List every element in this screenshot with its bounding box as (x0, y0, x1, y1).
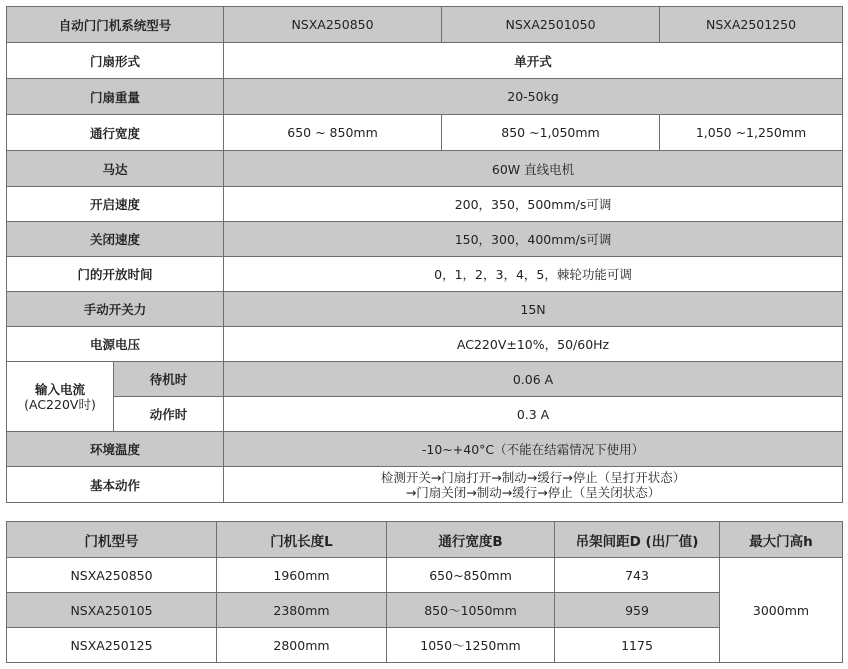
model-header: 门机型号 (7, 522, 217, 558)
model-row (7, 628, 843, 663)
spec-row-env-temp (7, 432, 843, 467)
model-header: 通行宽度B (387, 522, 555, 558)
model-header: 门机长度L (217, 522, 387, 558)
model-cell: 743 (555, 558, 720, 593)
model-header: 吊架间距D (出厂值) (555, 522, 720, 558)
spec-label: 马达 (7, 151, 224, 187)
spec-row-current-operating (7, 397, 843, 432)
spec-row-voltage (7, 327, 843, 362)
input-current-condition: (AC220V时) (24, 396, 96, 412)
spec-label: 门的开放时间 (7, 257, 224, 292)
spec-row-door-type (7, 43, 843, 79)
spec-value: NSXA250850 (224, 7, 442, 43)
spec-sublabel: 待机时 (114, 362, 224, 397)
model-cell: NSXA250125 (7, 628, 217, 663)
spec-value: 150，300，400mm/s可调 (224, 222, 843, 257)
spec-value: NSXA2501050 (442, 7, 660, 43)
spec-label: 关闭速度 (7, 222, 224, 257)
spec-row-manual-force (7, 292, 843, 327)
spec-value: 0，1，2，3，4，5，棘轮功能可调 (224, 257, 843, 292)
model-header-row (7, 522, 843, 558)
model-table (6, 521, 843, 663)
spec-label: 门扇形式 (7, 43, 224, 79)
spec-label: 门扇重量 (7, 79, 224, 115)
model-cell: NSXA250850 (7, 558, 217, 593)
spec-row-passage-width (7, 115, 843, 151)
model-cell: 1960mm (217, 558, 387, 593)
spec-value: 0.06 A (224, 362, 843, 397)
basic-action-line: 检测开关→门扇打开→制动→缓行→停止（呈打开状态） (380, 469, 686, 485)
spec-row-open-speed (7, 187, 843, 222)
model-cell: 1175 (555, 628, 720, 663)
spec-label: 自动门门机系统型号 (7, 7, 224, 43)
spec-label: 环境温度 (7, 432, 224, 467)
model-cell: NSXA250105 (7, 593, 217, 628)
model-row (7, 593, 843, 628)
spec-value (224, 467, 843, 503)
spec-label: 电源电压 (7, 327, 224, 362)
spec-label: 开启速度 (7, 187, 224, 222)
spec-label: 基本动作 (7, 467, 224, 503)
spec-table (6, 6, 843, 503)
spec-value: NSXA2501250 (660, 7, 843, 43)
basic-action-line: →门扇关闭→制动→缓行→停止（呈关闭状态） (405, 484, 661, 500)
spec-row-open-time (7, 257, 843, 292)
spec-value: 650 ~ 850mm (224, 115, 442, 151)
spec-label: 通行宽度 (7, 115, 224, 151)
spec-row-door-weight (7, 79, 843, 115)
spec-value: 15N (224, 292, 843, 327)
spec-value: 0.3 A (224, 397, 843, 432)
spec-sublabel: 动作时 (114, 397, 224, 432)
spec-row-close-speed (7, 222, 843, 257)
spec-label: 手动开关力 (7, 292, 224, 327)
model-cell: 2380mm (217, 593, 387, 628)
spec-value: 20-50kg (224, 79, 843, 115)
model-header: 最大门高h (720, 522, 843, 558)
spec-value: 1,050 ~1,250mm (660, 115, 843, 151)
max-height-cell: 3000mm (720, 558, 843, 663)
spec-row-basic-action (7, 467, 843, 503)
spec-value: AC220V±10%，50/60Hz (224, 327, 843, 362)
input-current-label (7, 362, 114, 432)
spec-value: -10~+40°C（不能在结霜情况下使用） (224, 432, 843, 467)
model-cell: 1050～1250mm (387, 628, 555, 663)
spec-value: 850 ~1,050mm (442, 115, 660, 151)
spec-row-motor (7, 151, 843, 187)
spec-row-current-standby (7, 362, 843, 397)
model-row (7, 558, 843, 593)
spec-value: 单开式 (224, 43, 843, 79)
spec-value: 200，350，500mm/s可调 (224, 187, 843, 222)
model-cell: 850～1050mm (387, 593, 555, 628)
model-cell: 2800mm (217, 628, 387, 663)
model-cell: 650~850mm (387, 558, 555, 593)
input-current-title: 输入电流 (34, 381, 85, 397)
spec-row-model (7, 7, 843, 43)
model-cell: 959 (555, 593, 720, 628)
spec-value: 60W 直线电机 (224, 151, 843, 187)
